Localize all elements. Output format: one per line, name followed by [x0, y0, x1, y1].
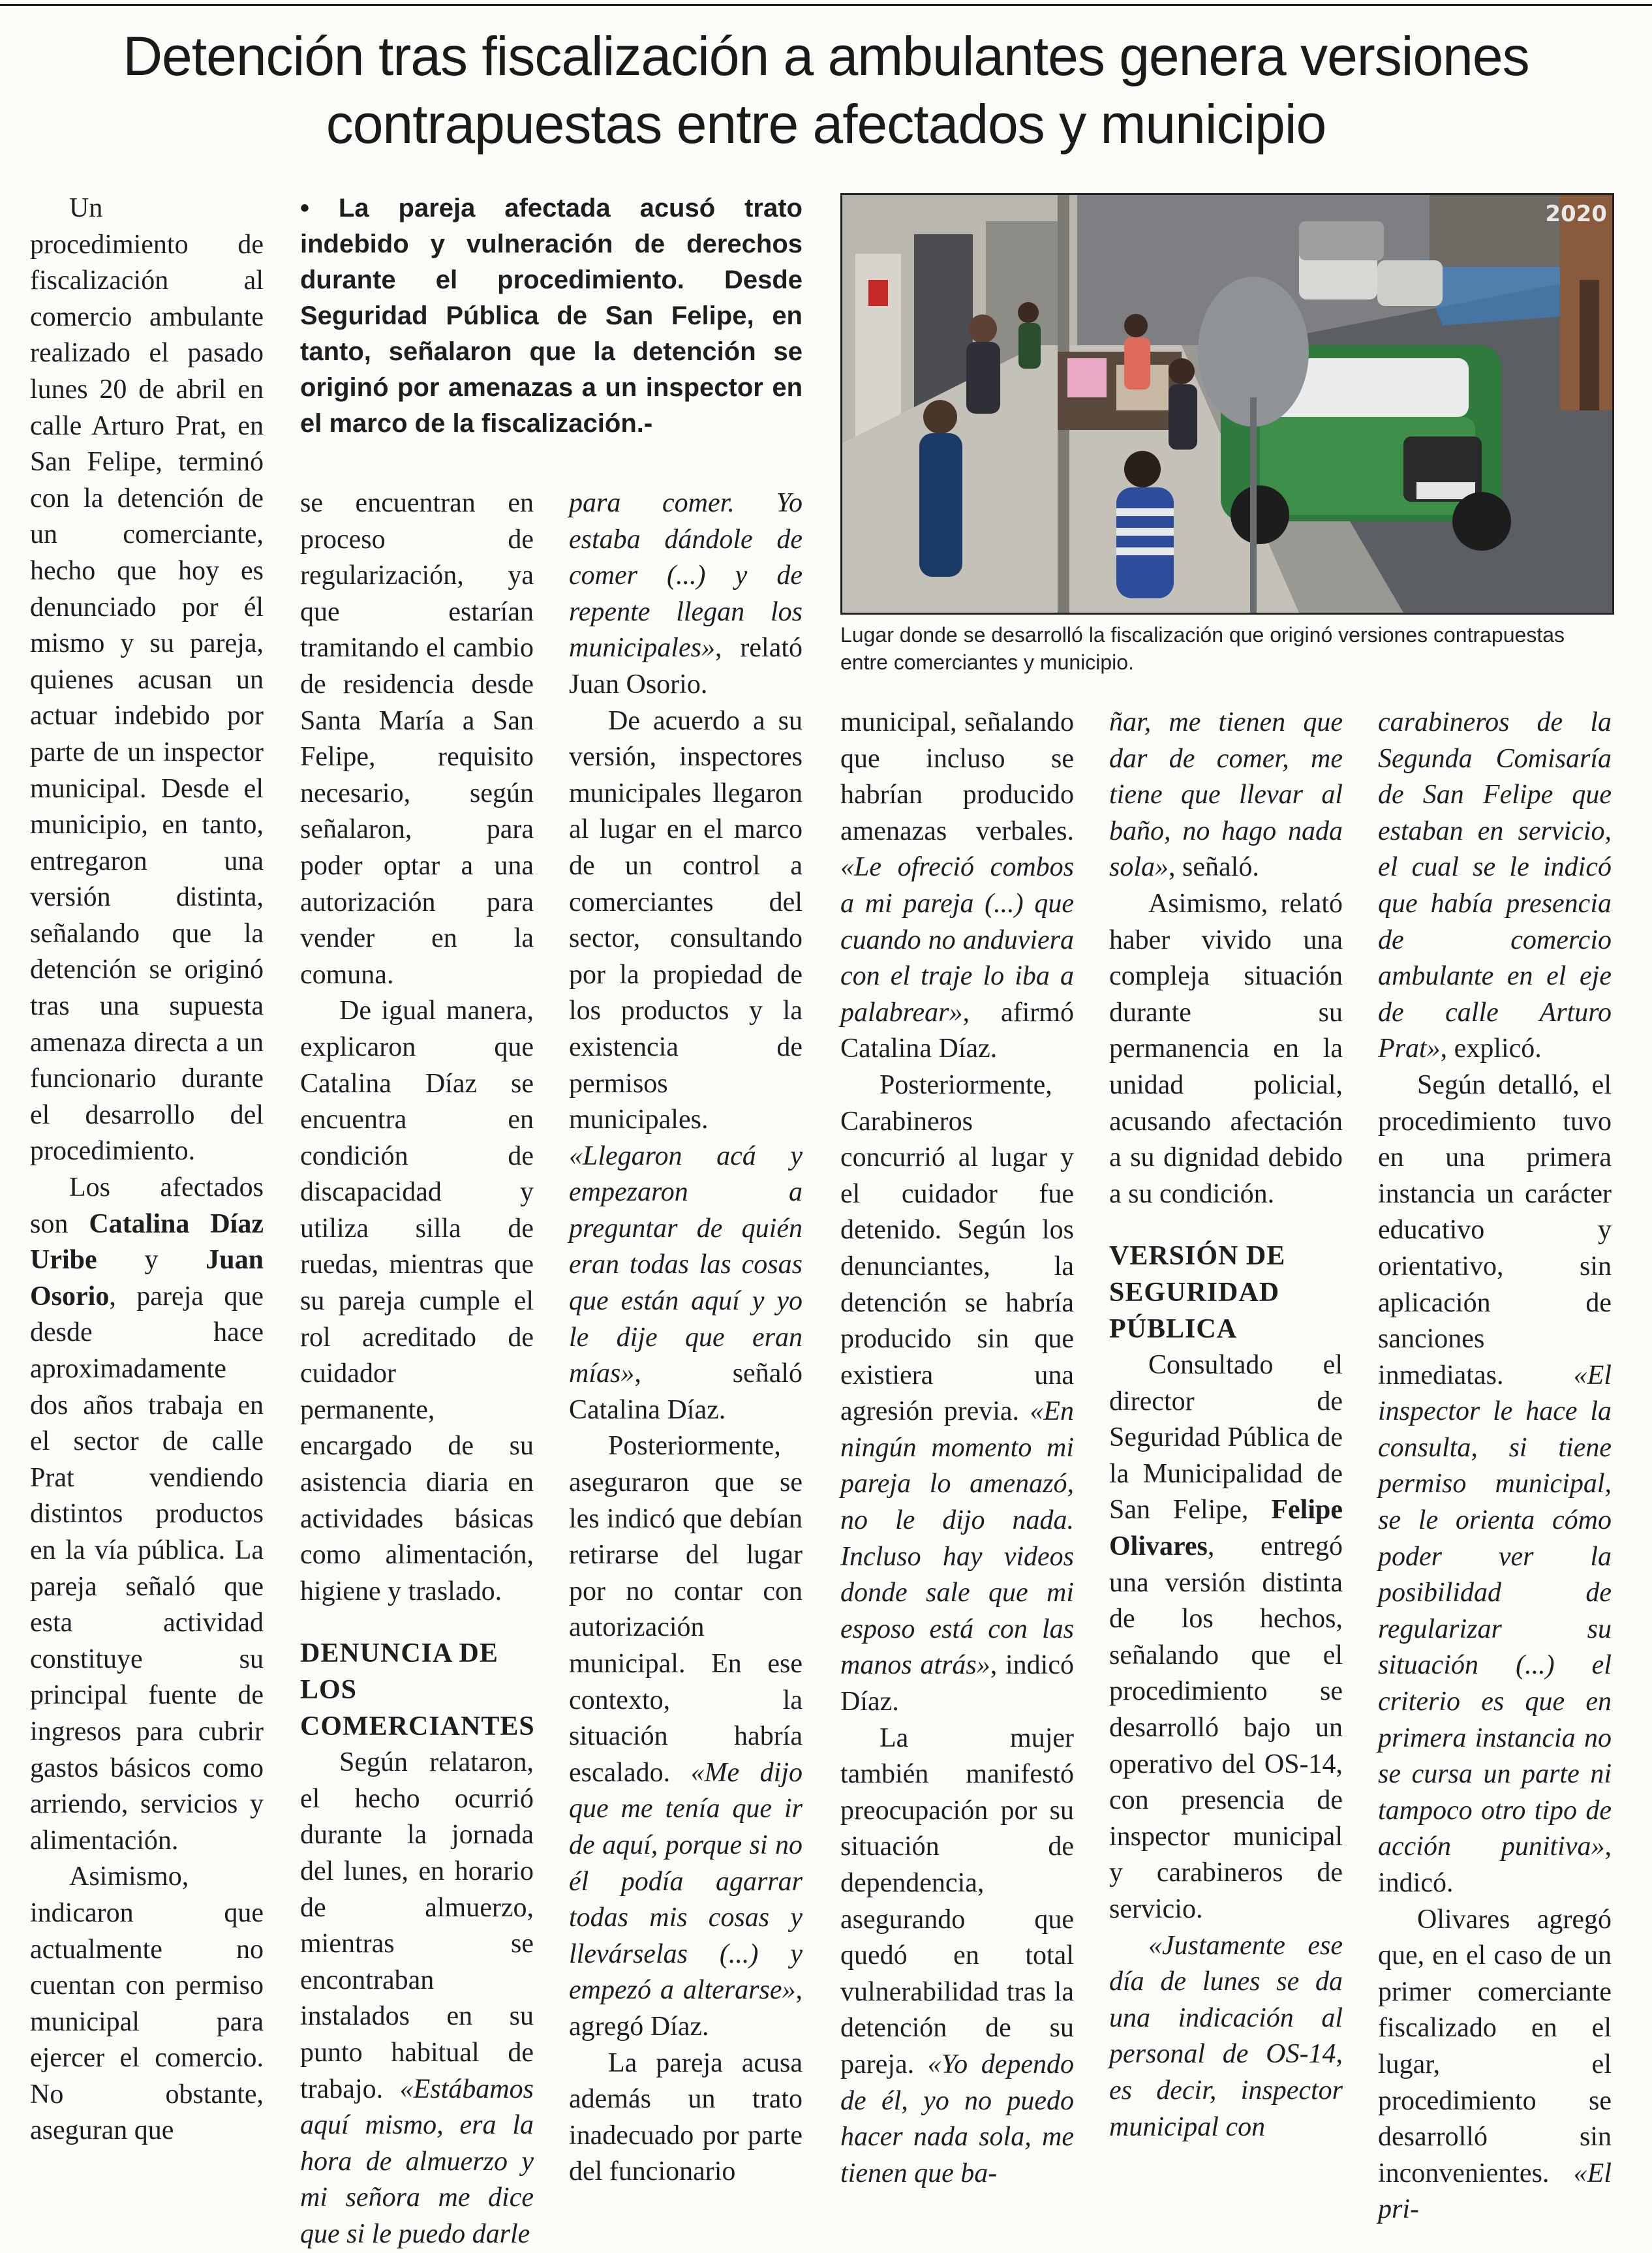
quote: «Le ofreció combos a mi pareja (...) que cuando no anduviera con el traje lo iba a palabrear»	[840, 852, 1074, 1028]
quote: «Me dijo que me tenía que ir de aquí, porque si no él podía agarrar todas mis cosas y llevárselas (...) y empezó a alterarse»	[569, 1757, 803, 2006]
paragraph: para comer. Yo estaba dándole de comer (...) y de repente llegan los municipales», relató Juan Osorio.	[569, 488, 803, 699]
quote: ñar, me tienen que dar de comer, me tiene que llevar al baño, no hago nada sola»	[1109, 707, 1343, 883]
paragraph: Asimismo, indicaron que actualmente no cuentan con permiso municipal para ejercer el comercio. No obstante, aseguran que	[30, 1862, 264, 2146]
top-rule	[0, 0, 1652, 6]
paragraph: Asimismo, relató haber vivido una compleja situación durante su permanencia en la unidad policial, acusando afectación a su dignidad debido a su condición.	[1109, 888, 1343, 1209]
column-3	[569, 485, 803, 2190]
paragraph: Según detalló, el procedimiento tuvo en una primera instancia un carácter educativo y orientativo, sin aplicación de sanciones inmediatas. «El inspector le hace la consulta, si tiene permiso municipal, se le orienta cómo poder ver la posibilidad de regularizar su situación (...) el criterio es que en primera instancia no se cursa un parte ni tampoco otro tipo de acción punitiva», indicó.	[1378, 1069, 1612, 1898]
paragraph: Los afectados son Catalina Díaz Uribe y Juan Osorio, pareja que desde hace aproximadamente dos años trabaja en el sector de calle Prat vendiendo distintos productos en la vía pública. La pareja señaló que esta actividad constituye su principal fuente de ingresos para cubrir gastos básicos como arriendo, servicios y alimentación.	[30, 1172, 264, 1856]
column-1	[30, 191, 264, 2149]
person-name: Juan Osorio	[30, 1245, 264, 1311]
quote: «Estábamos aquí mismo, era la hora de almuerzo y mi señora me dice que si le puedo darle	[300, 2074, 534, 2249]
paragraph: Olivares agregó que, en el caso de un primer comerciante fiscalizado en el lugar, el procedimiento se desarrolló sin inconvenientes. «El pri-	[1378, 1904, 1612, 2225]
paragraph: De acuerdo a su versión, inspectores municipales llegaron al lugar en el marco de un control a comerciantes del sector, consultando por la propiedad de los productos y la existencia de permisos municipales. «Llegaron acá y empezaron a preguntar de quién eran todas las cosas que están aquí y yo le dije que eran mías», señaló Catalina Díaz.	[569, 705, 803, 1425]
person-name: Catalina Díaz Uribe	[30, 1208, 264, 1276]
paragraph: Posteriormente, aseguraron que se les indicó que debían retirarse del lugar por no contar con autorización municipal. En ese contexto, la situación habría escalado. «Me dijo que me tenía que ir de aquí, porque si no él podía agarrar todas mis cosas y llevárselas (...) y empezó a alterarse», agregó Díaz.	[569, 1431, 803, 2042]
paragraph	[1109, 1928, 1343, 2146]
paragraph: se encuentran en proceso de regularización, ya que estarían tramitando el cambio de residencia desde Santa María a San Felipe, requisito necesario, según señalaron, para poder optar a una autorización para vender en la comuna.	[300, 488, 534, 990]
quote: «Yo dependo de él, yo no puedo hacer nada sola, me tienen que ba-	[840, 2049, 1074, 2188]
paragraph: Un procedimiento de fiscalización al comercio ambulante realizado el pasado lunes 20 de abril en calle Arturo Prat, en San Felipe, terminó con la detención de un comerciante, hecho que hoy es denunciado por él mismo y su pareja, quienes acusan un actuar indebido por parte de un inspector municipal. Desde el municipio, en tanto, entregaron una versión distinta, señalando que la detención se originó tras una supuesta amenaza directa a un funcionario durante el desarrollo del procedimiento.	[30, 193, 264, 1167]
quote: para comer. Yo estaba dándole de comer (...) y de repente llegan los municipales»	[569, 488, 803, 664]
column-6	[1378, 705, 1612, 2228]
quote: «El inspector le hace la consulta, si tiene permiso municipal, se le orienta cómo poder ver la posibilidad de regularizar su situación (...) el criterio es que en primera instancia no se cursa un parte ni tampoco otro tipo de acción punitiva»	[1378, 1360, 1612, 1862]
article-photo	[840, 193, 1614, 615]
street-scene-illustration	[842, 195, 1612, 613]
paragraph: Consultado el director de Seguridad Pública de la Municipalidad de San Felipe, Felipe Olivares, entregó una versión distinta de los hechos, señalando que el procedimiento se desarrolló bajo un operativo del OS-14, con presencia de inspector municipal y carabineros de servicio.	[1109, 1350, 1343, 1924]
quote: «En ningún momento mi pareja lo amenazó, no le dijo nada. Incluso hay videos donde sale que mi esposo está con las manos atrás»	[840, 1396, 1074, 1681]
quote: «El pri-	[1378, 2158, 1612, 2225]
subheading: VERSIÓN DE SEGURIDAD PÚBLICA	[1109, 1241, 1286, 1344]
column-4	[840, 705, 1074, 2192]
paragraph: municipal, señalando que incluso se habrían producido amenazas verbales. «Le ofreció combos a mi pareja (...) que cuando no anduviera con el traje lo iba a palabrear», afirmó Catalina Díaz.	[840, 707, 1074, 1064]
photo-timestamp: 2020	[1545, 201, 1607, 227]
article-lead: • La pareja afectada acusó trato indebido y vulneración de derechos durante el procedimiento. Desde Seguridad Pública de San Felipe, en tanto, señalaron que la detención se originó por amenazas a un inspector en el marco de la fiscalización.-	[300, 194, 803, 438]
paragraph: Posteriormente, Carabineros concurrió al lugar y el cuidador fue detenido. Según los denunciantes, la detención se habría producido sin que existiera una agresión previa. «En ningún momento mi pareja lo amenazó, no le dijo nada. Incluso hay videos donde sale que mi esposo está con las manos atrás», indicó Díaz.	[840, 1069, 1074, 1717]
person-name: Felipe Olivares	[1109, 1495, 1343, 1562]
photo-caption: Lugar donde se desarrolló la fiscalización que originó versiones contrapuestas entre comerciantes y municipio.	[840, 623, 1565, 674]
column-2	[300, 485, 534, 2253]
paragraph: La mujer también manifestó preocupación por su situación de dependencia, asegurando que quedó en total vulnerabilidad tras la detención de su pareja. «Yo dependo de él, yo no puedo hacer nada sola, me tienen que ba-	[840, 1723, 1074, 2188]
quote: «Llegaron acá y empezaron a preguntar de quién eran todas las cosas que están aquí y yo le dije que eran mías»	[569, 1141, 803, 1389]
paragraph: De igual manera, explicaron que Catalina Díaz se encuentra en condición de discapacidad y utiliza silla de ruedas, mientras que su pareja cumple el rol acreditado de cuidador permanente, encargado de su asistencia diaria en actividades básicas como alimentación, higiene y traslado.	[300, 996, 534, 1606]
paragraph: ñar, me tienen que dar de comer, me tiene que llevar al baño, no hago nada sola», señaló.	[1109, 707, 1343, 883]
quote: «Justamente ese día de lunes se da una indicación al personal de OS-14, es decir, inspector municipal con	[1109, 1930, 1343, 2142]
quote: carabineros de la Segunda Comisaría de San Felipe que estaban en servicio, el cual se le indicó que había presencia de comercio ambulante en el eje de calle Arturo Prat»	[1378, 707, 1612, 1064]
headline: Detención tras fiscalización a ambulantes genera versiones contrapuestas entre afectados y municipio	[123, 25, 1529, 155]
paragraph: La pareja acusa además un trato inadecuado por parte del funcionario	[569, 2047, 803, 2187]
paragraph: carabineros de la Segunda Comisaría de San Felipe que estaban en servicio, el cual se le indicó que había presencia de comercio ambulante en el eje de calle Arturo Prat», explicó.	[1378, 707, 1612, 1064]
paragraph: Según relataron, el hecho ocurrió durante la jornada del lunes, en horario de almuerzo, mientras se encontraban instalados en su punto habitual de trabajo. «Estábamos aquí mismo, era la hora de almuerzo y mi señora me dice que si le puedo darle	[300, 1747, 534, 2249]
column-5	[1109, 705, 1343, 2145]
subheading: DENUNCIA DE LOS COMERCIANTES	[300, 1638, 535, 1741]
